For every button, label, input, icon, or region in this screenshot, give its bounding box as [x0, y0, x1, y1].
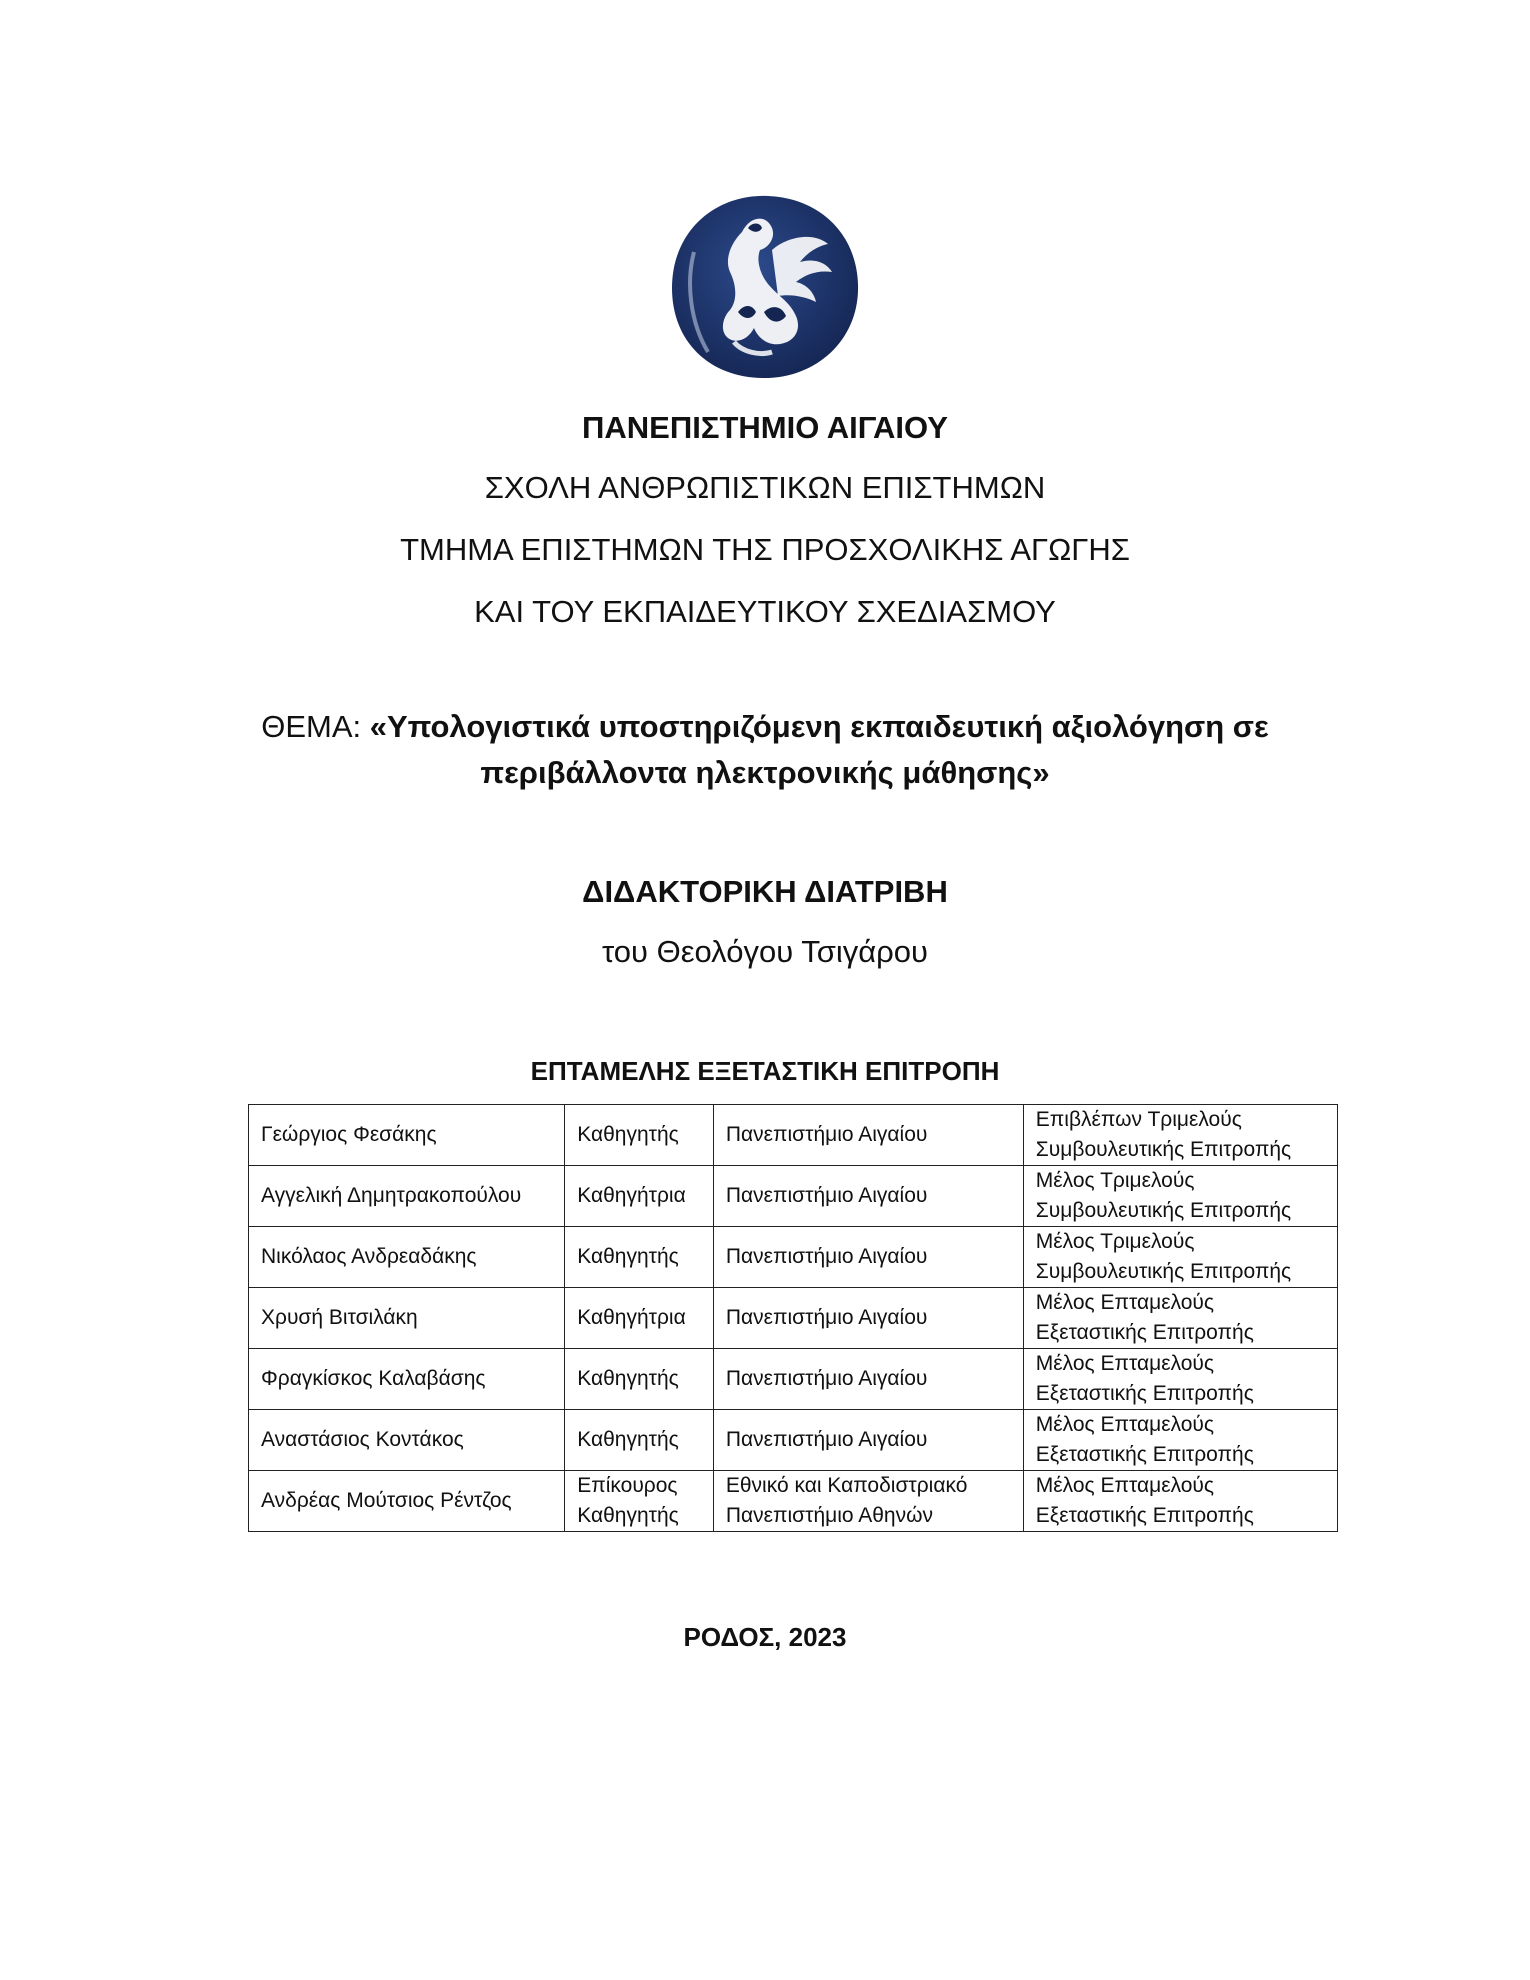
member-rank-line: Καθηγητής — [577, 1504, 679, 1527]
member-role-line: Μέλος Τριμελούς — [1035, 1169, 1195, 1192]
place-year: ΡΟΔΟΣ, 2023 — [683, 1622, 847, 1652]
member-name-cell — [249, 1471, 565, 1532]
member-institution-line: Εθνικό και Καποδιστριακό — [725, 1474, 968, 1497]
member-role-cell — [1023, 1105, 1337, 1166]
member-rank-cell — [565, 1166, 714, 1227]
member-role-line: Εξεταστικής Επιτροπής — [1035, 1443, 1254, 1466]
member-role-line: Μέλος Επταμελούς — [1035, 1352, 1215, 1375]
committee-member-row — [249, 1166, 1338, 1227]
committee-member-row — [249, 1471, 1338, 1532]
school-name: ΣΧΟΛΗ ΑΝΘΡΩΠΙΣΤΙΚΩΝ ΕΠΙΣΤΗΜΩΝ — [484, 470, 1046, 505]
member-institution-line: Πανεπιστήμιο Αιγαίου — [725, 1367, 928, 1390]
member-institution-cell — [713, 1227, 1023, 1288]
university-seal-logo — [668, 192, 860, 382]
committee-member-row — [249, 1349, 1338, 1410]
member-rank-line: Επίκουρος — [577, 1474, 678, 1497]
committee-table-body — [249, 1105, 1338, 1532]
member-role-line: Μέλος Επταμελούς — [1035, 1474, 1215, 1497]
topic-label: ΘΕΜΑ: — [261, 709, 370, 744]
member-rank-line: Καθηγητής — [577, 1245, 679, 1268]
topic-title-part2: περιβάλλοντα ηλεκτρονικής μάθησης» — [480, 755, 1050, 790]
member-role-cell — [1023, 1288, 1337, 1349]
member-name-cell — [249, 1105, 565, 1166]
member-institution-cell — [713, 1471, 1023, 1532]
member-role-cell — [1023, 1349, 1337, 1410]
member-institution-cell — [713, 1288, 1023, 1349]
thesis-type: ΔΙΔΑΚΤΟΡΙΚΗ ΔΙΑΤΡΙΒΗ — [582, 874, 948, 909]
member-rank-cell — [565, 1227, 714, 1288]
member-rank-cell — [565, 1349, 714, 1410]
member-rank-cell — [565, 1471, 714, 1532]
topic-title-part1: «Υπολογιστικά υποστηριζόμενη εκπαιδευτική αξιολόγηση σε — [369, 709, 1269, 744]
member-role-cell — [1023, 1471, 1337, 1532]
member-institution-line: Πανεπιστήμιο Αιγαίου — [725, 1123, 928, 1146]
member-institution-line: Πανεπιστήμιο Αθηνών — [725, 1504, 933, 1527]
member-name-text: Χρυσή Βιτσιλάκη — [261, 1306, 418, 1329]
member-rank-line: Καθηγήτρια — [577, 1306, 686, 1329]
member-rank-line: Καθηγήτρια — [577, 1184, 686, 1207]
member-rank-line: Καθηγητής — [577, 1428, 679, 1451]
member-name-text: Γεώργιος Φεσάκης — [261, 1123, 437, 1146]
member-institution-line: Πανεπιστήμιο Αιγαίου — [725, 1184, 928, 1207]
member-institution-cell — [713, 1105, 1023, 1166]
thesis-topic-line1 — [0, 704, 1530, 750]
university-name: ΠΑΝΕΠΙΣΤΗΜΙΟ ΑΙΓΑΙΟΥ — [582, 410, 948, 445]
member-name-cell — [249, 1410, 565, 1471]
member-name-cell — [249, 1288, 565, 1349]
department-name-line2: ΚΑΙ ΤΟΥ ΕΚΠΑΙΔΕΥΤΙΚΟΥ ΣΧΕΔΙΑΣΜΟΥ — [474, 594, 1056, 629]
thesis-author: του Θεολόγου Τσιγάρου — [601, 934, 928, 969]
committee-member-row — [249, 1410, 1338, 1471]
member-rank-line: Καθηγητής — [577, 1123, 679, 1146]
department-name-line1: ΤΜΗΜΑ ΕΠΙΣΤΗΜΩΝ ΤΗΣ ΠΡΟΣΧΟΛΙΚΗΣ ΑΓΩΓΗΣ — [400, 532, 1130, 567]
committee-member-row — [249, 1288, 1338, 1349]
member-rank-cell — [565, 1288, 714, 1349]
committee-table — [248, 1104, 1338, 1532]
member-role-cell — [1023, 1166, 1337, 1227]
member-name-text: Νικόλαος Ανδρεαδάκης — [261, 1245, 477, 1268]
member-role-line: Μέλος Τριμελούς — [1035, 1230, 1195, 1253]
member-institution-cell — [713, 1410, 1023, 1471]
member-institution-cell — [713, 1349, 1023, 1410]
committee-member-row — [249, 1227, 1338, 1288]
member-name-text: Αναστάσιος Κοντάκος — [261, 1428, 464, 1451]
member-institution-line: Πανεπιστήμιο Αιγαίου — [725, 1245, 928, 1268]
member-institution-line: Πανεπιστήμιο Αιγαίου — [725, 1428, 928, 1451]
member-role-line: Συμβουλευτικής Επιτροπής — [1035, 1260, 1292, 1283]
member-role-line: Εξεταστικής Επιτροπής — [1035, 1504, 1254, 1527]
member-role-line: Μέλος Επταμελούς — [1035, 1291, 1215, 1314]
member-institution-line: Πανεπιστήμιο Αιγαίου — [725, 1306, 928, 1329]
committee-heading: ΕΠΤΑΜΕΛΗΣ ΕΞΕΤΑΣΤΙΚΗ ΕΠΙΤΡΟΠΗ — [530, 1056, 1000, 1086]
member-role-cell — [1023, 1227, 1337, 1288]
member-name-text: Φραγκίσκος Καλαβάσης — [261, 1367, 486, 1390]
member-name-cell — [249, 1349, 565, 1410]
member-role-cell — [1023, 1410, 1337, 1471]
member-role-line: Εξεταστικής Επιτροπής — [1035, 1382, 1254, 1405]
member-name-cell — [249, 1166, 565, 1227]
committee-member-row — [249, 1105, 1338, 1166]
member-role-line: Συμβουλευτικής Επιτροπής — [1035, 1138, 1292, 1161]
member-name-text: Ανδρέας Μούτσιος Ρέντζος — [261, 1489, 512, 1512]
member-rank-cell — [565, 1105, 714, 1166]
member-rank-line: Καθηγητής — [577, 1367, 679, 1390]
member-role-line: Συμβουλευτικής Επιτροπής — [1035, 1199, 1292, 1222]
member-role-line: Μέλος Επταμελούς — [1035, 1413, 1215, 1436]
member-institution-cell — [713, 1166, 1023, 1227]
member-rank-cell — [565, 1410, 714, 1471]
member-role-line: Εξεταστικής Επιτροπής — [1035, 1321, 1254, 1344]
member-role-line: Επιβλέπων Τριμελούς — [1035, 1108, 1242, 1131]
member-name-text: Αγγελική Δημητρακοπούλου — [261, 1184, 522, 1207]
member-name-cell — [249, 1227, 565, 1288]
